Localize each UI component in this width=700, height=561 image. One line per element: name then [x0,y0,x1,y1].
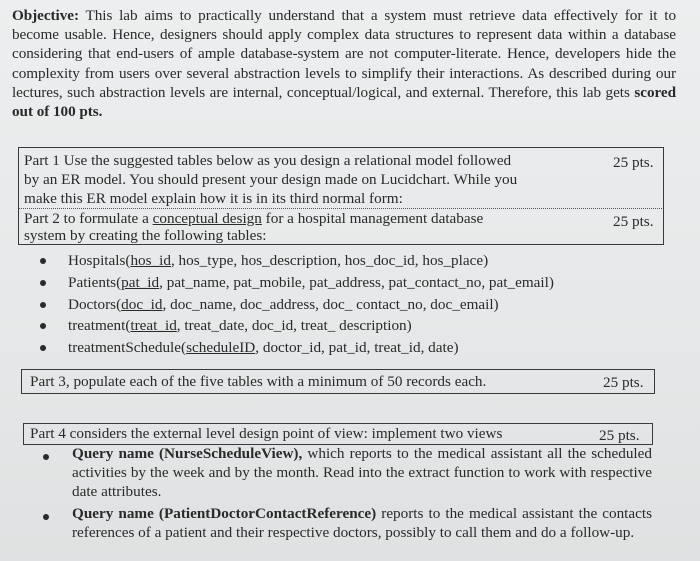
part2-line2: system by creating the following tables: [24,227,267,244]
conceptual-design-term: conceptual design [152,210,262,227]
bullet-icon [40,345,46,351]
part1-line3: make this ER model explain how it is in its third normal form: [24,190,403,207]
bullet-icon [40,323,46,329]
bullet-icon [43,454,49,460]
objective-paragraph [12,6,676,121]
part2-points: 25 pts. [613,213,654,230]
primary-key: hos_id [130,252,171,269]
query-name: Query name (NurseScheduleView), [72,445,303,462]
part1-line1: Part 1 Use the suggested tables below as you design a relational model followed [24,152,512,169]
query-name: Query name (PatientDoctorContactReference) [72,505,377,522]
part1-part2-box [18,147,664,245]
part1-line2: by an ER model. You should present your design made on Lucidchart. While you [24,171,518,188]
part4-points: 25 pts. [599,427,640,444]
query-patient-doctor-contact: Query name (PatientDoctorContactReference) reports to the medical assistant the contacts references of a patient and their respective doctors, possibly to call them and do a follow-up. [72,505,653,542]
bullet-icon [40,302,46,308]
part2-line1: Part 2 to formulate a conceptual design for a hospital management database [24,210,484,227]
part4-box [23,423,653,445]
objective-text: This lab aims to practically understand that a system must retrieve data effectively for it to become usable. Hence, designers should apply complex data structures to represent data within a database considering that end-users of ample database-system are not computer-literate. Hence, developers hide the complexity from users over several abstraction levels to simplify their interactions. As described during our lectures, such abstraction levels are internal, conceptual/logical, and external. Therefore, this lab gets [12,7,676,101]
bullet-icon [43,514,49,520]
part4-text: Part 4 considers the external level design point of view: implement two views [30,425,503,442]
list-item: Hospitals(hos_id, hos_type, hos_description, hos_doc_id, hos_place) [68,250,554,272]
bullet-icon [40,258,46,264]
bullet-icon [40,280,46,286]
part3-points: 25 pts. [603,374,644,391]
primary-key: doc_id [121,295,163,313]
objective-label: Objective: [12,7,79,24]
primary-key: pat_id [121,273,160,291]
primary-key: scheduleID [186,339,256,357]
list-item: Doctors(doc_id, doc_name, doc_address, doc_ contact_no, doc_email) [68,294,554,316]
list-item: treatment(treat_id, treat_date, doc_id, treat_ description) [68,315,554,337]
list-item: treatmentSchedule(scheduleID, doctor_id, pat_id, treat_id, date) [68,337,554,359]
part3-text: Part 3, populate each of the five tables with a minimum of 50 records each. [30,373,487,390]
tables-list [68,250,554,359]
query-nurse-schedule: Query name (NurseScheduleView), which reports to the medical assistant all the scheduled activities by the week and by the month. Read into the extract function to work with respective date attributes. [72,445,652,501]
list-item: Patients(pat_id, pat_name, pat_mobile, pat_address, pat_contact_no, pat_email) [68,272,554,294]
primary-key: treat_id [130,317,177,335]
part3-box [21,369,655,394]
objective-score: scored out of 100 pts. [12,83,676,121]
part1-points: 25 pts. [613,154,654,171]
